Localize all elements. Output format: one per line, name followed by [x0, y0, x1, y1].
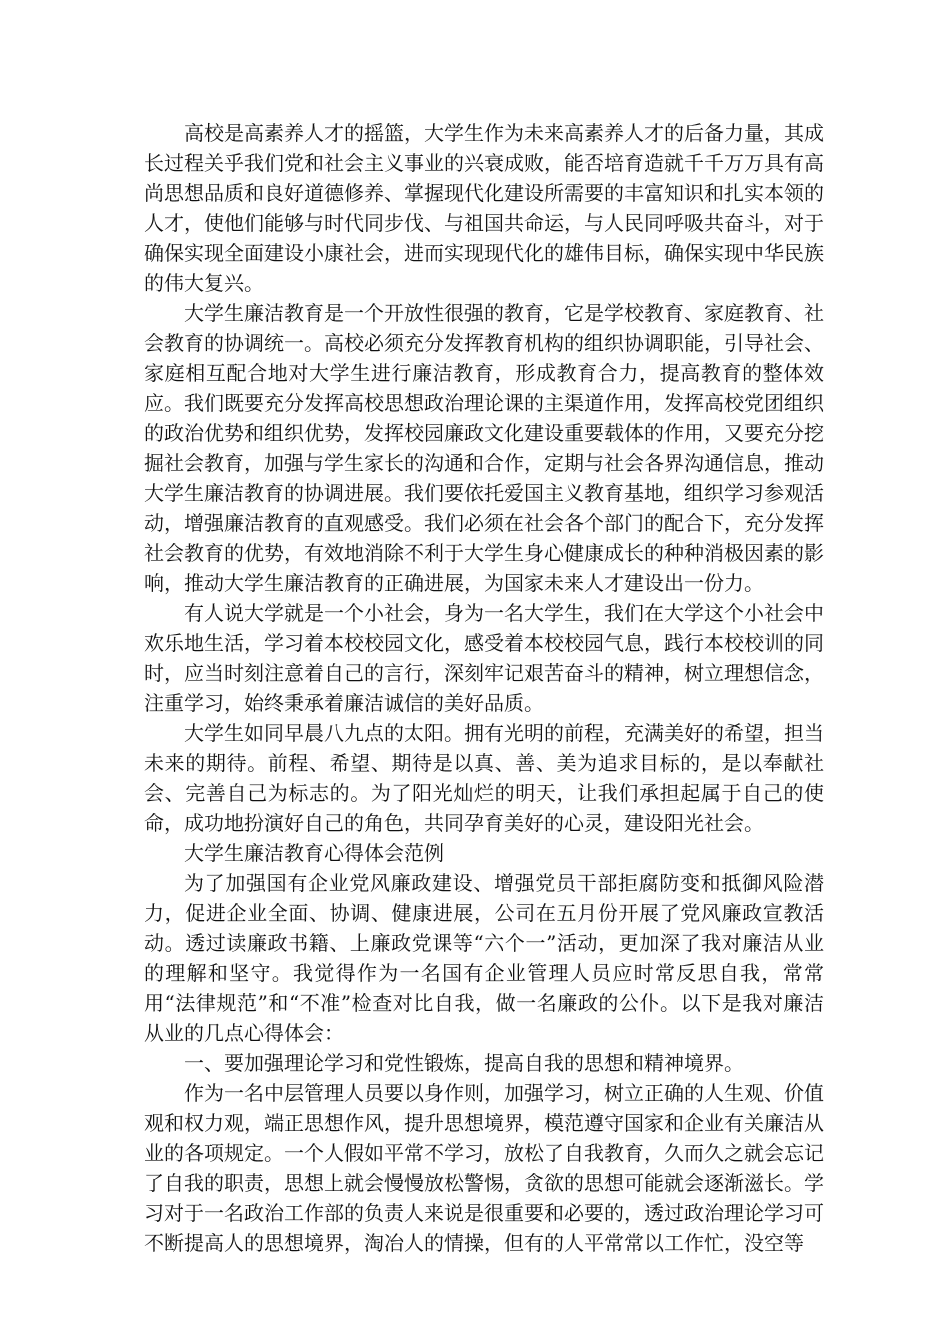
paragraph-1: 高校是高素养人才的摇篮，大学生作为未来高素养人才的后备力量，其成长过程关乎我们党和社会主义事业的兴衰成败，能否培育造就千千万万具有高尚思想品质和良好道德修养、掌握现代化建设所需要的丰富知识和扎实本领的人才，使他们能够与时代同步伐、与祖国共命运，与人民同呼吸共奋斗，对于确保实现全面建设小康社会，进而实现现代化的雄伟目标，确保实现中华民族的伟大复兴。	[144, 121, 824, 295]
paragraph-5: 为了加强国有企业党风廉政建设、增强党员干部拒腐防变和抵御风险潜力，促进企业全面、协调、健康进展，公司在五月份开展了党风廉政宣教活动。透过读廉政书籍、上廉政党课等“六个一”活动，更加深了我对廉洁从业的理解和坚守。我觉得作为一名国有企业管理人员应时常反思自我，常常用“法律规范”和“不准”检查对比自我，做一名廉政的公仆。以下是我对廉洁从业的几点心得体会：	[144, 871, 824, 1045]
section-heading: 大学生廉洁教育心得体会范例	[184, 841, 444, 865]
paragraph-4: 大学生如同早晨八九点的太阳。拥有光明的前程，充满美好的希望，担当未来的期待。前程、希望、期待是以真、善、美为追求目标的，是以奉献社会、完善自己为标志的。为了阳光灿烂的明天，让我们承担起属于自己的使命，成功地扮演好自己的角色，共同孕育美好的心灵，建设阳光社会。	[144, 721, 824, 835]
subheading-1: 一、要加强理论学习和党性锻炼，提高自我的思想和精神境界。	[184, 1051, 744, 1075]
document-page	[144, 118, 824, 1258]
paragraph-3: 有人说大学就是一个小社会，身为一名大学生，我们在大学这个小社会中欢乐地生活，学习着本校校园文化，感受着本校校园气息，践行本校校训的同时，应当时刻注意着自己的言行，深刻牢记艰苦奋斗的精神，树立理想信念，注重学习，始终秉承着廉洁诚信的美好品质。	[144, 601, 824, 715]
paragraph-2: 大学生廉洁教育是一个开放性很强的教育，它是学校教育、家庭教育、社会教育的协调统一。高校必须充分发挥教育机构的组织协调职能，引导社会、家庭相互配合地对大学生进行廉洁教育，形成教育合力，提高教育的整体效应。我们既要充分发挥高校思想政治理论课的主渠道作用，发挥高校党团组织的政治优势和组织优势，发挥校园廉政文化建设重要载体的作用，又要充分挖掘社会教育，加强与学生家长的沟通和合作，定期与社会各界沟通信息，推动大学生廉洁教育的协调进展。我们要依托爱国主义教育基地，组织学习参观活动，增强廉洁教育的直观感受。我们必须在社会各个部门的配合下，充分发挥社会教育的优势，有效地消除不利于大学生身心健康成长的种种消极因素的影响，推动大学生廉洁教育的正确进展，为国家未来人才建设出一份力。	[144, 301, 824, 595]
paragraph-6: 作为一名中层管理人员要以身作则，加强学习，树立正确的人生观、价值观和权力观，端正思想作风，提升思想境界，模范遵守国家和企业有关廉洁从业的各项规定。一个人假如平常不学习，放松了自我教育，久而久之就会忘记了自我的职责，思想上就会慢慢放松警惕，贪欲的思想可能就会逐渐滋长。学习对于一名政治工作部的负责人来说是很重要和必要的，透过政治理论学习可不断提高人的思想境界，淘冶人的情操，但有的人平常常以工作忙，没空等	[144, 1081, 824, 1255]
